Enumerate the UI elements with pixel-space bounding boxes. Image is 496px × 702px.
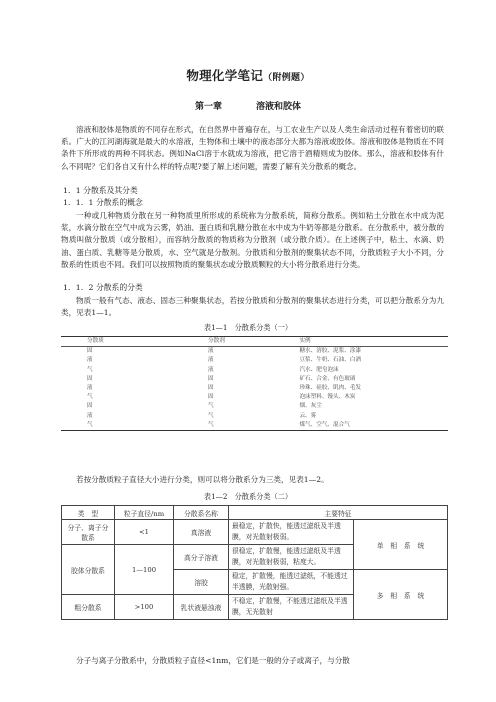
table-cell: 珍珠、硅胶、肌肉、毛发	[299, 385, 361, 392]
single-phase-group: 单 相 系 统	[354, 520, 448, 570]
closing-paragraph: 分子与离子分散系中，分散质粒子直径<1nm，它们是一般的分子或离子，与分散	[76, 656, 350, 665]
table-row	[61, 412, 448, 421]
table-cell: 分子、离子分散系	[62, 520, 115, 545]
table-cell: 气	[208, 421, 285, 431]
multi-phase-group: 多 相 系 统	[354, 570, 448, 620]
table-cell: 固	[87, 375, 93, 382]
size-classification-paragraph: 若按分散质粒子直径大小进行分类，则可以将分散系分为三类，见表1—2。	[76, 475, 329, 484]
section-heading-1-1-2: 1．1．2 分散系的分类	[63, 283, 143, 292]
chapter-label: 第一章	[194, 102, 222, 112]
table-cell: 气	[208, 403, 214, 410]
table-cell: 胶体分散系	[62, 545, 115, 595]
table-row	[61, 421, 448, 431]
table-cell: >100	[115, 595, 174, 620]
table-row	[61, 347, 448, 357]
table-header-row	[61, 337, 448, 347]
table-row	[62, 520, 448, 545]
table-cell: 稳定，扩散慢，能透过滤纸，不能透过半透膜，光散射强。	[229, 570, 354, 595]
table-cell: 乳状液悬浊液	[174, 595, 229, 620]
chapter-name: 溶液和胶体	[256, 102, 302, 112]
table-row	[61, 402, 448, 411]
table-cell: 最稳定，扩散快，能透过滤纸及半透膜，对光散射极弱。	[229, 520, 354, 545]
table-cell: 很稳定，扩散慢，能透过滤纸及半透膜，对光散射极弱，粘度大。	[229, 545, 354, 570]
dispersion-table-1	[61, 336, 448, 431]
section-heading-1-1: 1．1 分散系及其分类	[63, 186, 138, 195]
table-cell: 气	[61, 421, 208, 431]
table-cell: 固	[208, 385, 214, 392]
table-cell: 溶胶	[174, 570, 229, 595]
dispersion-table-2	[61, 505, 448, 620]
table-cell: 固	[208, 394, 214, 401]
table-cell: 煤气、空气、混合气	[285, 421, 448, 431]
table-cell: 固	[208, 375, 214, 382]
table-cell: 气	[87, 394, 93, 401]
table1-caption: 表1—1 分散系分类（一）	[203, 323, 293, 332]
table-row	[61, 356, 448, 365]
table-header-row	[62, 506, 448, 520]
table-cell: 粗分散系	[62, 595, 115, 620]
table-cell: 烟、灰尘	[299, 403, 322, 410]
col-header-feature: 主要特征	[229, 506, 448, 520]
table-cell: 固	[87, 348, 93, 355]
table-cell: 液	[208, 357, 214, 364]
table-cell: 汽水、肥皂泡沫	[299, 366, 339, 373]
table-cell: 气	[87, 366, 93, 373]
col-header-size: 粒子直径/nm	[115, 506, 174, 520]
table-cell: 泡沫塑料、馒头、木炭	[299, 394, 356, 401]
table-cell: 云、雾	[299, 412, 317, 419]
table-cell: 糖水、溶胶、泥浆、涂漆	[299, 348, 361, 355]
col-header-medium: 分散剂	[208, 337, 285, 347]
table-row	[61, 384, 448, 393]
section-heading-1-1-1: 1．1．1 分散系的概念	[63, 198, 143, 207]
table-cell: 1—100	[115, 545, 174, 595]
col-header-example: 实例	[285, 337, 448, 347]
col-header-name: 分散系名称	[174, 506, 229, 520]
table-cell: <1	[115, 520, 174, 545]
title-subtitle: （附例题）	[263, 73, 310, 83]
col-header-dispersed: 分散质	[61, 337, 208, 347]
document-title: 物理化学笔记（附例题）	[186, 68, 310, 83]
table-cell: 液	[87, 385, 93, 392]
table-cell: 固	[87, 403, 93, 410]
classification-paragraph: 物质一般有气态、液态、固态三种聚集状态，若按分散质和分散剂的聚集状态进行分类，可以把分散系分为九类，见表1—1。	[61, 296, 444, 318]
table-cell: 不稳定，扩散慢，不能透过滤纸及半透膜，无光散射	[229, 595, 354, 620]
table2-caption: 表1—2 分散系分类（二）	[203, 492, 293, 501]
table-cell: 液	[208, 366, 214, 373]
table-row	[61, 366, 448, 375]
table-cell: 液	[208, 348, 214, 355]
chapter-heading	[0, 99, 496, 112]
table-cell: 液	[87, 412, 93, 419]
table-cell: 豆浆、牛奶、石油、白酒	[299, 357, 361, 364]
table-row	[61, 393, 448, 402]
table-cell: 真溶液	[174, 520, 229, 545]
intro-paragraph: 溶液和胶体是物质的不同存在形式，在自然界中普遍存在，与工农业生产以及人类生命活动过程有着密切的联系。广大的江河湖海就是最大的水溶液，生物体和土壤中的液态部分大都为溶液或胶体。溶液和胶体是物质在不同条件下所形成的两种不同状态。例如NaCl溶于水就成为溶液，把它溶于酒精则成为胶体。那么，溶液和胶体有什么不同呢？它们各自又有什么样的特点呢?要了解上述问题，需要了解有关分散系的概念。	[61, 125, 444, 171]
concept-paragraph: 一种或几种物质分散在另一种物质里所形成的系统称为分散系统，简称分散系。例如粘土分散在水中成为泥浆，水滴分散在空气中成为云雾，奶油、蛋白质和乳糖分散在水中成为牛奶等都是分散系。在分散系中，被分散的物质叫做分散质（或分散相），而容纳分散质的物质称为分散剂（或分散介质）。在上述例子中，粘土、水滴、奶油、蛋白质、乳糖等是分散质，水、空气就是分散剂。分散质和分散剂的聚集状态不同，分散质粒子大小不同，分散系的性质也不同。我们可以按照物质的聚集状态或分散质颗粒的大小将分散系进行分类。	[61, 211, 444, 269]
col-header-type: 类 型	[62, 506, 115, 520]
table-row	[61, 375, 448, 384]
table-cell: 液	[87, 357, 93, 364]
table-cell: 矿石、合金、有色玻璃	[299, 375, 356, 382]
table-cell: 气	[208, 412, 214, 419]
table-cell: 高分子溶液	[174, 545, 229, 570]
